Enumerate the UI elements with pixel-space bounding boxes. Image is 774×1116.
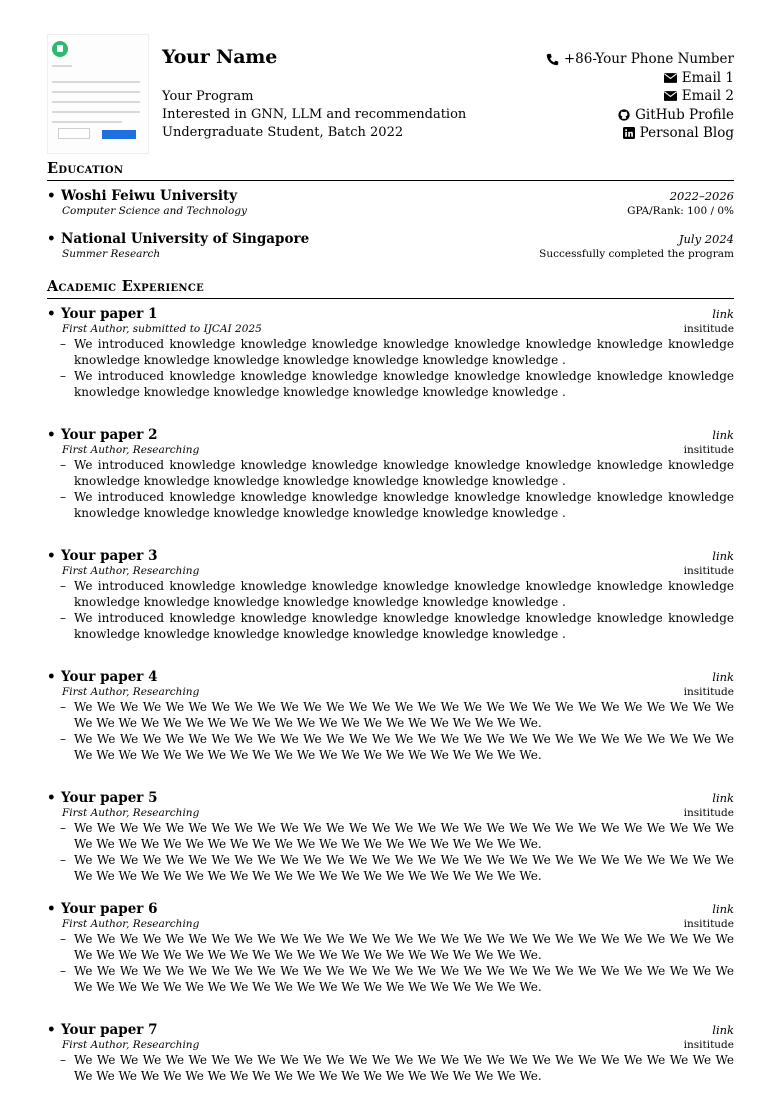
paper-institution: insititude bbox=[683, 918, 734, 930]
paper-title: Your paper 4 bbox=[61, 669, 158, 685]
bullet-item: – We introduced knowledge knowledge knowledge knowledge knowledge knowledge knowledge knowledge knowledge knowledge knowledge knowledge knowledge knowledge knowledge . bbox=[47, 489, 734, 521]
paper-link[interactable]: link bbox=[712, 307, 734, 321]
education-entry: • Woshi Feiwu University 2022–2026 Computer Science and Technology GPA/Rank: 100 / 0% bbox=[47, 188, 734, 217]
phone-row[interactable] bbox=[546, 50, 734, 69]
paper-bullets bbox=[47, 336, 734, 400]
school-name: Woshi Feiwu University bbox=[61, 188, 238, 204]
paper-institution: insititude bbox=[683, 686, 734, 698]
education-divider bbox=[47, 180, 734, 181]
full-name: Your Name bbox=[162, 46, 278, 68]
paper-bullets bbox=[47, 699, 734, 763]
paper-role: First Author, Researching bbox=[62, 444, 200, 456]
academic-heading: Academic Experience bbox=[47, 278, 205, 295]
paper-title: Your paper 7 bbox=[61, 1022, 158, 1038]
program: Your Program bbox=[162, 89, 254, 104]
bullet-item: – We We We We We We We We We We We We We We We We We We We We We We We We We We We We We We We We We We We We We We We We We We We We We We We We We We. bbox=[47, 852, 734, 884]
bullet-item: – We We We We We We We We We We We We We We We We We We We We We We We We We We We We We We We We We We We We We We We We We We We We We We We We We We. bbox=[47, 931, 734, 963]
paper-entry: • Your paper 7 link First Author, Researching insititude – We We We We We We We We We We We We We We We We We We We We We We We We We We We We We We We We We We We We We We We We We We We We We We We We We We. bbox=[47, 1022, 734, 1084]
paper-entry: • Your paper 3 link First Author, Researching insititude – We introduced knowledge knowledge knowledge knowledge knowledge knowledge knowledge knowledge knowledge knowledge knowledge knowledge knowledge knowledge knowledge . – We introduced knowledge knowledge knowledge knowledge knowledge knowledge knowledge knowledge knowledge knowledge knowledge knowledge knowledge knowledge knowledge . bbox=[47, 548, 734, 642]
bullet-item: – We We We We We We We We We We We We We We We We We We We We We We We We We We We We We We We We We We We We We We We We We We We We We We We We We We. bbox=[47, 699, 734, 731]
bullet-item: – We introduced knowledge knowledge knowledge knowledge knowledge knowledge knowledge knowledge knowledge knowledge knowledge knowledge knowledge knowledge knowledge . bbox=[47, 578, 734, 610]
paper-bullets bbox=[47, 820, 734, 884]
paper-title: Your paper 2 bbox=[61, 427, 158, 443]
paper-entry: • Your paper 2 link First Author, Researching insititude – We introduced knowledge knowledge knowledge knowledge knowledge knowledge knowledge knowledge knowledge knowledge knowledge knowledge knowledge knowledge knowledge . – We introduced knowledge knowledge knowledge knowledge knowledge knowledge knowledge knowledge knowledge knowledge knowledge knowledge knowledge knowledge knowledge . bbox=[47, 427, 734, 521]
paper-role: First Author, Researching bbox=[62, 565, 200, 577]
paper-role: First Author, Researching bbox=[62, 1039, 200, 1051]
paper-title: Your paper 6 bbox=[61, 901, 158, 917]
bullet-item: – We introduced knowledge knowledge knowledge knowledge knowledge knowledge knowledge knowledge knowledge knowledge knowledge knowledge knowledge knowledge knowledge . bbox=[47, 457, 734, 489]
paper-link[interactable]: link bbox=[712, 1023, 734, 1037]
paper-bullets bbox=[47, 1052, 734, 1084]
bullet-item: – We introduced knowledge knowledge knowledge knowledge knowledge knowledge knowledge knowledge knowledge knowledge knowledge knowledge knowledge knowledge knowledge . bbox=[47, 368, 734, 400]
blog-link: Personal Blog bbox=[639, 125, 734, 141]
paper-institution: insititude bbox=[683, 565, 734, 577]
bullet-item: – We introduced knowledge knowledge knowledge knowledge knowledge knowledge knowledge knowledge knowledge knowledge knowledge knowledge knowledge knowledge knowledge . bbox=[47, 610, 734, 642]
paper-institution: insititude bbox=[683, 323, 734, 335]
bullet-item: – We We We We We We We We We We We We We We We We We We We We We We We We We We We We We We We We We We We We We We We We We We We We We We We We We We. bbox=[47, 731, 734, 763]
profile-info bbox=[162, 88, 466, 142]
phone-number: +86-Your Phone Number bbox=[563, 51, 734, 67]
gpa-rank: GPA/Rank: 100 / 0% bbox=[627, 205, 734, 217]
paper-institution: insititude bbox=[683, 1039, 734, 1051]
student-status: Undergraduate Student, Batch 2022 bbox=[162, 125, 404, 140]
bullet-item: – We introduced knowledge knowledge knowledge knowledge knowledge knowledge knowledge knowledge knowledge knowledge knowledge knowledge knowledge knowledge knowledge . bbox=[47, 336, 734, 368]
blog-row[interactable] bbox=[546, 124, 734, 143]
paper-link[interactable]: link bbox=[712, 902, 734, 916]
github-icon bbox=[618, 109, 630, 121]
school-name: National University of Singapore bbox=[61, 231, 310, 247]
paper-role: First Author, submitted to IJCAI 2025 bbox=[62, 323, 262, 335]
paper-bullets bbox=[47, 457, 734, 521]
paper-role: First Author, Researching bbox=[62, 918, 200, 930]
linkedin-icon bbox=[623, 127, 635, 139]
paper-role: First Author, Researching bbox=[62, 807, 200, 819]
bullet-item: – We We We We We We We We We We We We We We We We We We We We We We We We We We We We We We We We We We We We We We We We We We We We We We We We We We. bbox=[47, 963, 734, 995]
education-heading: Education bbox=[47, 160, 124, 177]
email2-row[interactable] bbox=[546, 87, 734, 106]
academic-divider bbox=[47, 298, 734, 299]
paper-bullets bbox=[47, 931, 734, 995]
education-entry: • National University of Singapore July 2024 Summer Research Successfully completed the program bbox=[47, 231, 734, 260]
email-2: Email 2 bbox=[681, 88, 734, 104]
education-date: 2022–2026 bbox=[669, 189, 734, 203]
research-interest: Interested in GNN, LLM and recommendation bbox=[162, 107, 467, 122]
paper-title: Your paper 3 bbox=[61, 548, 158, 564]
envelope-icon bbox=[664, 73, 677, 83]
paper-role: First Author, Researching bbox=[62, 686, 200, 698]
paper-entry: • Your paper 6 link First Author, Researching insititude – We We We We We We We We We We We We We We We We We We We We We We We We We We We We We We We We We We We We We We We We We We We We We We We We We We. – We We We We We We We We We We We We We We We We We We We We We We We We We We We We We We We We We We We We We We We We We We We We We We We We We We. bbox=[47, 901, 734, 995]
major: Computer Science and Technology bbox=[62, 205, 247, 217]
github-row[interactable] bbox=[546, 106, 734, 125]
phone-icon bbox=[546, 53, 559, 66]
paper-link[interactable]: link bbox=[712, 428, 734, 442]
bullet-item: – We We We We We We We We We We We We We We We We We We We We We We We We We We We We We We We We We We We We We We We We We We We We We We We We We We. bbox=[47, 820, 734, 852]
paper-entry: • Your paper 4 link First Author, Researching insititude – We We We We We We We We We We We We We We We We We We We We We We We We We We We We We We We We We We We We We We We We We We We We We We We We We We. – We We We We We We We We We We We We We We We We We We We We We We We We We We We We We We We We We We We We We We We We We We We We We We We We We We. bbox=[47, 669, 734, 763]
contact-block bbox=[546, 50, 734, 143]
paper-institution: insititude bbox=[683, 807, 734, 819]
paper-link[interactable]: link bbox=[712, 791, 734, 805]
email1-row[interactable] bbox=[546, 69, 734, 88]
envelope-icon bbox=[664, 91, 677, 101]
bullet-item: – We We We We We We We We We We We We We We We We We We We We We We We We We We We We We We We We We We We We We We We We We We We We We We We We We We. bbox=[47, 1052, 734, 1084]
paper-bullets bbox=[47, 578, 734, 642]
paper-link[interactable]: link bbox=[712, 549, 734, 563]
education-date: July 2024 bbox=[678, 232, 734, 246]
program-result: Successfully completed the program bbox=[539, 248, 734, 260]
paper-institution: insititude bbox=[683, 444, 734, 456]
paper-entry: • Your paper 1 link First Author, submitted to IJCAI 2025 insititude – We introduced knowledge knowledge knowledge knowledge knowledge knowledge knowledge knowledge knowledge knowledge knowledge knowledge knowledge knowledge knowledge . – We introduced knowledge knowledge knowledge knowledge knowledge knowledge knowledge knowledge knowledge knowledge knowledge knowledge knowledge knowledge knowledge . bbox=[47, 306, 734, 400]
github-link: GitHub Profile bbox=[635, 106, 734, 123]
paper-title: Your paper 5 bbox=[61, 790, 158, 806]
profile-photo bbox=[47, 34, 149, 154]
paper-entry: • Your paper 5 link First Author, Researching insititude – We We We We We We We We We We We We We We We We We We We We We We We We We We We We We We We We We We We We We We We We We We We We We We We We We We. – We We We We We We We We We We We We We We We We We We We We We We We We We We We We We We We We We We We We We We We We We We We We We We We We We We. bbox=[47, 790, 734, 884]
email-1: Email 1 bbox=[681, 69, 734, 86]
paper-title: Your paper 1 bbox=[61, 306, 158, 322]
paper-link[interactable]: link bbox=[712, 670, 734, 684]
app-logo-icon bbox=[52, 41, 68, 57]
program-name: Summer Research bbox=[62, 248, 161, 260]
